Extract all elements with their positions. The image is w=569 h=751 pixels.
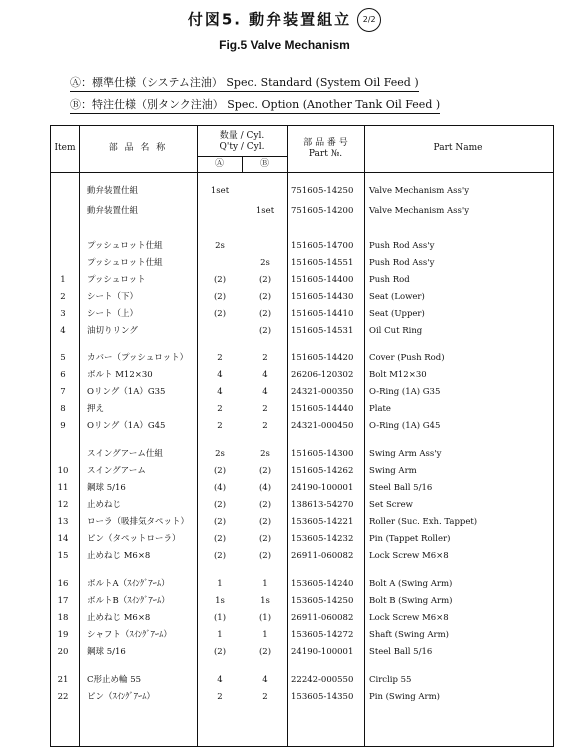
row-name-jp: 鋼球 5/16: [87, 647, 126, 657]
row-qty-b: 1: [262, 579, 268, 589]
table-row: [51, 387, 553, 399]
table-row: [51, 370, 553, 382]
row-part-no: 153605-14221: [291, 517, 354, 527]
row-qty-b: (2): [258, 500, 272, 510]
header-name-en: Part Name: [433, 143, 483, 153]
table-row: [51, 647, 553, 659]
row-qty-b: 2s: [260, 449, 270, 459]
row-qty-b: (2): [258, 551, 272, 561]
row-name-jp: 止めねじ M6×8: [87, 613, 151, 623]
row-qty-b: 2: [262, 692, 268, 702]
row-item: 13: [57, 517, 69, 527]
row-name-jp: カバー（プッシュロット）: [87, 353, 189, 363]
table-row: [51, 534, 553, 546]
row-qty-a: 4: [217, 370, 223, 380]
row-name-en: Pin (Tappet Roller): [369, 534, 451, 544]
row-qty-a: 1s: [215, 596, 225, 606]
row-qty-b: 2: [262, 421, 268, 431]
row-qty-a: (2): [213, 517, 227, 527]
row-part-no: 24190-100001: [291, 647, 354, 657]
row-part-no: 153605-14232: [291, 534, 354, 544]
row-qty-b: (2): [258, 534, 272, 544]
table-row: [51, 517, 553, 529]
header-col-b: Ⓑ: [259, 159, 269, 169]
row-name-jp: スイングアーム仕組: [87, 449, 163, 459]
row-part-no: 22242-000550: [291, 675, 354, 685]
row-part-no: 24190-100001: [291, 483, 354, 493]
row-name-jp: ボルトA（ｽｲﾝｸﾞｱｰﾑ）: [87, 579, 170, 589]
row-name-en: Bolt A (Swing Arm): [369, 579, 453, 589]
header-col-a: Ⓐ: [214, 159, 224, 169]
row-part-no: 153605-14250: [291, 596, 354, 606]
row-qty-a: (2): [213, 500, 227, 510]
row-part-no: 151605-14531: [291, 326, 354, 336]
row-name-jp: プッシュロット仕組: [87, 241, 163, 251]
header-item: Item: [54, 143, 76, 153]
row-name-en: Lock Screw M6×8: [369, 551, 449, 561]
row-name-en: Steel Ball 5/16: [369, 483, 433, 493]
row-qty-b: (2): [258, 647, 272, 657]
row-qty-a: 2: [217, 353, 223, 363]
table-row: [51, 483, 553, 495]
row-name-en: Shaft (Swing Arm): [369, 630, 449, 640]
row-name-en: Push Rod: [369, 275, 410, 285]
row-part-no: 26911-060082: [291, 613, 354, 623]
row-part-no: 151605-14700: [291, 241, 354, 251]
row-item: 3: [60, 309, 66, 319]
page-mark: 2/2: [357, 8, 381, 32]
row-item: 15: [57, 551, 69, 561]
row-part-no: 151605-14262: [291, 466, 354, 476]
row-qty-b: (2): [258, 292, 272, 302]
row-qty-b: 4: [262, 675, 268, 685]
row-qty-a: 4: [217, 387, 223, 397]
table-row: [51, 292, 553, 304]
table-row: [51, 466, 553, 478]
row-item: 4: [60, 326, 66, 336]
row-part-no: 138613-54270: [291, 500, 354, 510]
row-name-en: Bolt B (Swing Arm): [369, 596, 453, 606]
row-name-en: O-Ring (1A) G35: [369, 387, 441, 397]
row-name-en: Seat (Upper): [369, 309, 425, 319]
row-part-no: 751605-14250: [291, 186, 354, 196]
row-item: 6: [60, 370, 66, 380]
row-qty-a: (2): [213, 292, 227, 302]
figure-subtitle: Fig.5 Valve Mechanism: [219, 38, 350, 52]
row-qty-a: 1: [217, 630, 223, 640]
row-part-no: 24321-000450: [291, 421, 354, 431]
row-item: 21: [57, 675, 69, 685]
row-qty-a: (4): [213, 483, 227, 493]
row-item: 17: [57, 596, 69, 606]
row-part-no: 151605-14300: [291, 449, 354, 459]
row-item: 10: [57, 466, 69, 476]
table-row: [51, 449, 553, 461]
row-name-en: Oil Cut Ring: [369, 326, 423, 336]
row-name-jp: ボルトB（ｽｲﾝｸﾞｱｰﾑ）: [87, 596, 170, 606]
table-row: [51, 630, 553, 642]
page-title: [0, 8, 569, 32]
row-item: 8: [60, 404, 66, 414]
row-qty-a: (2): [213, 466, 227, 476]
row-qty-b: (2): [258, 326, 272, 336]
table-row: [51, 186, 553, 198]
row-qty-a: (2): [213, 309, 227, 319]
row-name-en: Valve Mechanism Ass'y: [369, 206, 470, 216]
row-qty-b: 2s: [260, 258, 270, 268]
row-item: 16: [57, 579, 69, 589]
row-name-en: Bolt M12×30: [369, 370, 427, 380]
row-name-en: Push Rod Ass'y: [369, 258, 435, 268]
table-row: [51, 579, 553, 591]
row-name-jp: シャフト（ｽｲﾝｸﾞｱｰﾑ）: [87, 630, 172, 640]
row-qty-a: 1set: [210, 186, 230, 196]
row-name-jp: Oリング（1A）G35: [87, 387, 166, 397]
row-part-no: 153605-14350: [291, 692, 354, 702]
row-qty-a: (1): [213, 613, 227, 623]
row-name-jp: 押え: [87, 404, 105, 414]
header-qty-1: 数量 / Cyl.: [219, 131, 265, 141]
row-qty-a: (2): [213, 275, 227, 285]
row-name-jp: Oリング（1A）G45: [87, 421, 166, 431]
row-name-en: Seat (Lower): [369, 292, 425, 302]
row-item: 22: [57, 692, 69, 702]
row-name-jp: ピン（タペットローラ）: [87, 534, 181, 544]
row-name-jp: シート（上）: [87, 309, 139, 319]
row-name-en: Swing Arm: [369, 466, 417, 476]
row-item: 5: [60, 353, 66, 363]
row-part-no: 26911-060082: [291, 551, 354, 561]
row-part-no: 153605-14272: [291, 630, 354, 640]
row-part-no: 26206-120302: [291, 370, 354, 380]
row-item: 12: [57, 500, 69, 510]
row-name-en: Push Rod Ass'y: [369, 241, 435, 251]
row-qty-b: (2): [258, 466, 272, 476]
table-row: [51, 613, 553, 625]
row-qty-a: (2): [213, 647, 227, 657]
parts-table: [50, 125, 554, 747]
row-name-jp: ボルト M12×30: [87, 370, 153, 380]
row-name-en: Valve Mechanism Ass'y: [369, 186, 470, 196]
row-name-en: Swing Arm Ass'y: [369, 449, 442, 459]
row-qty-a: 2: [217, 404, 223, 414]
row-qty-b: 1: [262, 630, 268, 640]
row-part-no: 24321-000350: [291, 387, 354, 397]
header-name-jp: 部 品 名 称: [108, 143, 168, 153]
header-qty-2: Q'ty / Cyl.: [219, 142, 265, 152]
row-part-no: 151605-14430: [291, 292, 354, 302]
row-item: 1: [60, 275, 66, 285]
row-part-no: 151605-14551: [291, 258, 354, 268]
table-row: [51, 596, 553, 608]
row-qty-a: 2s: [215, 241, 225, 251]
row-name-en: Cover (Push Rod): [369, 353, 445, 363]
row-item: 9: [60, 421, 66, 431]
table-row: [51, 326, 553, 338]
row-item: 19: [57, 630, 69, 640]
row-item: 14: [57, 534, 69, 544]
table-row: [51, 551, 553, 563]
row-name-jp: 止めねじ M6×8: [87, 551, 151, 561]
row-qty-a: (2): [213, 534, 227, 544]
row-qty-b: (2): [258, 275, 272, 285]
row-qty-b: (2): [258, 517, 272, 527]
row-item: 20: [57, 647, 69, 657]
row-qty-a: 2: [217, 421, 223, 431]
table-row: [51, 206, 553, 218]
table-row: [51, 675, 553, 687]
row-name-en: Steel Ball 5/16: [369, 647, 433, 657]
row-qty-b: 4: [262, 370, 268, 380]
table-row: [51, 353, 553, 365]
row-qty-b: 1s: [260, 596, 270, 606]
header-pn-2: Part №.: [308, 149, 343, 159]
legend-standard: Ⓐ：標準仕様（システム注油） Spec. Standard (System Oil Feed ): [70, 74, 419, 92]
row-qty-b: (4): [258, 483, 272, 493]
row-name-jp: 油切りリング: [87, 326, 138, 336]
table-row: [51, 692, 553, 704]
table-row: [51, 421, 553, 433]
row-qty-a: 2: [217, 692, 223, 702]
row-name-en: Set Screw: [369, 500, 413, 510]
row-name-jp: プッシュロット: [87, 275, 146, 285]
row-qty-a: 1: [217, 579, 223, 589]
row-name-jp: ピン（ｽｲﾝｸﾞｱｰﾑ）: [87, 692, 156, 702]
table-row: [51, 309, 553, 321]
row-qty-b: 1set: [255, 206, 275, 216]
row-part-no: 751605-14200: [291, 206, 354, 216]
row-name-en: Lock Screw M6×8: [369, 613, 449, 623]
table-row: [51, 404, 553, 416]
header-pn-1: 部 品 番 号: [303, 138, 348, 148]
row-name-jp: 動弁装置仕組: [87, 186, 139, 196]
row-part-no: 153605-14240: [291, 579, 354, 589]
row-name-jp: 止めねじ: [87, 500, 122, 510]
row-item: 2: [60, 292, 66, 302]
title-text: 付図5. 動弁装置組立: [187, 10, 352, 29]
row-name-jp: ローラ（吸排気タペット）: [87, 517, 190, 527]
row-name-en: Plate: [369, 404, 391, 414]
table-row: [51, 241, 553, 253]
row-name-en: Circlip 55: [369, 675, 412, 685]
row-qty-b: 2: [262, 353, 268, 363]
header-rule: [51, 172, 553, 173]
table-row: [51, 258, 553, 270]
row-name-en: Roller (Suc. Exh. Tappet): [369, 517, 478, 527]
row-part-no: 151605-14410: [291, 309, 354, 319]
table-row: [51, 275, 553, 287]
row-name-jp: 動弁装置仕組: [87, 206, 139, 216]
row-item: 11: [57, 483, 69, 493]
row-qty-a: 2s: [215, 449, 225, 459]
row-qty-b: (2): [258, 309, 272, 319]
qty-header-line: [197, 156, 287, 157]
row-qty-b: 4: [262, 387, 268, 397]
row-qty-b: (1): [258, 613, 272, 623]
row-item: 7: [60, 387, 66, 397]
row-item: 18: [57, 613, 69, 623]
row-name-jp: C形止め輪 55: [87, 675, 142, 685]
row-qty-a: 4: [217, 675, 223, 685]
legend-option: Ⓑ：特注仕様（別タンク注油） Spec. Option (Another Tank Oil Feed ): [70, 96, 440, 114]
row-name-jp: シート（下）: [87, 292, 139, 302]
table-row: [51, 500, 553, 512]
row-name-jp: プッシュロット仕組: [87, 258, 163, 268]
row-qty-b: 2: [262, 404, 268, 414]
row-name-jp: スイングアーム: [87, 466, 146, 476]
row-part-no: 151605-14440: [291, 404, 354, 414]
row-name-en: O-Ring (1A) G45: [369, 421, 441, 431]
row-name-jp: 鋼球 5/16: [87, 483, 126, 493]
row-name-en: Pin (Swing Arm): [369, 692, 440, 702]
row-part-no: 151605-14420: [291, 353, 354, 363]
row-qty-a: (2): [213, 551, 227, 561]
row-part-no: 151605-14400: [291, 275, 354, 285]
